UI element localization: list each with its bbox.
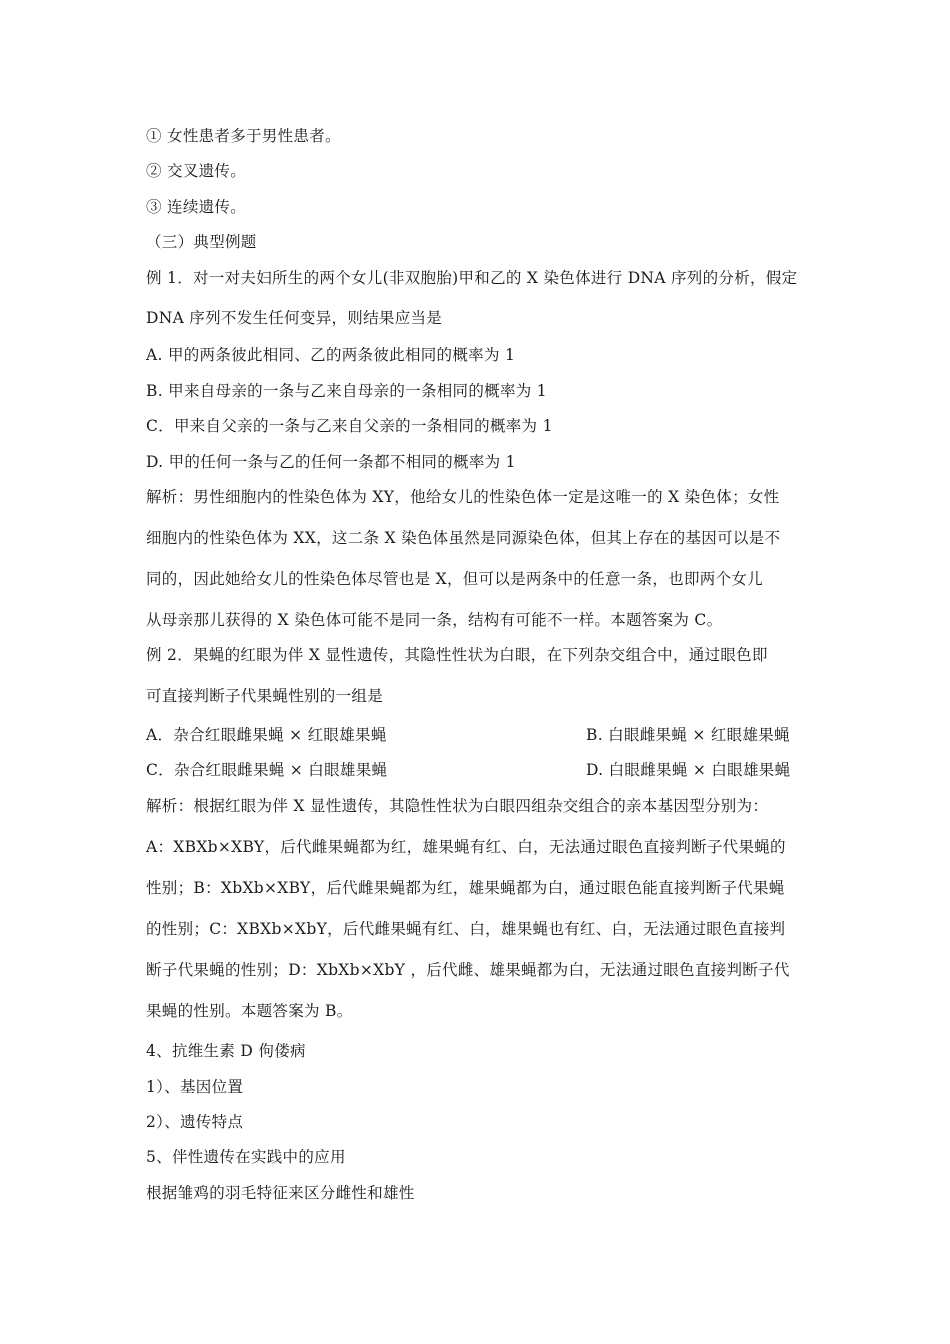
- option-b: B. 白眼雌果蝇 × 红眼雄果蝇: [586, 726, 790, 744]
- explanation-text: 解析：男性细胞内的性染色体为 XY，他给女儿的性染色体一定是这唯一的 X 染色体；女性: [146, 488, 780, 506]
- options-row: [146, 758, 791, 780]
- explanation-text: 从母亲那儿获得的 X 染色体可能不是同一条，结构有可能不一样。本题答案为 C。: [146, 611, 723, 629]
- explanation-text: 细胞内的性染色体为 XX，这二条 X 染色体虽然是同源染色体，但其上存在的基因可以是不: [146, 529, 781, 547]
- explanation-text: 断子代果蝇的性别；D：XbXb×XbY ，后代雌、雄果蝇都为白，无法通过眼色直接判断子代: [146, 961, 790, 979]
- explanation-text: A：XBXb×XBY，后代雌果蝇都为红，雄果蝇有红、白，无法通过眼色直接判断子代果蝇的: [146, 838, 786, 856]
- option-a: A. 甲的两条彼此相同、乙的两条彼此相同的概率为 1: [146, 346, 516, 364]
- explanation-text: 同的，因此她给女儿的性染色体尽管也是 X，但可以是两条中的任意一条，也即两个女儿: [146, 570, 763, 588]
- question-text: 例 2．果蝇的红眼为伴 X 显性遗传，其隐性性状为白眼，在下列杂交组合中，通过眼色即: [146, 646, 768, 664]
- option-b: B. 甲来自母亲的一条与乙来自母亲的一条相同的概率为 1: [146, 382, 547, 400]
- explanation-text: 的性别；C：XBXb×XbY，后代雌果蝇有红、白，雄果蝇也有红、白，无法通过眼色直接判: [146, 920, 786, 938]
- section-heading: 5、伴性遗传在实践中的应用: [146, 1148, 346, 1166]
- text-line: 根据雏鸡的羽毛特征来区分雌性和雄性: [146, 1184, 415, 1202]
- text-line: ③ 连续遗传。: [146, 198, 247, 216]
- option-d: D. 甲的任何一条与乙的任何一条都不相同的概率为 1: [146, 453, 516, 471]
- explanation-text: 解析：根据红眼为伴 X 显性遗传，其隐性性状为白眼四组杂交组合的亲本基因型分别为：: [146, 797, 769, 815]
- question-text: DNA 序列不发生任何变异，则结果应当是: [146, 309, 443, 327]
- subheading: 2）、遗传特点: [146, 1113, 244, 1131]
- explanation-text: 果蝇的性别。本题答案为 B。: [146, 1002, 353, 1020]
- option-c: C．杂合红眼雌果蝇 × 白眼雄果蝇: [146, 761, 388, 779]
- options-row: [146, 723, 790, 745]
- question-text: 可直接判断子代果蝇性别的一组是: [146, 687, 384, 705]
- section-heading: 4、抗维生素 D 佝偻病: [146, 1042, 306, 1060]
- option-c: C．甲来自父亲的一条与乙来自父亲的一条相同的概率为 1: [146, 417, 553, 435]
- text-line: ① 女性患者多于男性患者。: [146, 127, 341, 145]
- explanation-text: 性别；B：XbXb×XBY，后代雌果蝇都为红，雄果蝇都为白，通过眼色能直接判断子代果蝇: [146, 879, 785, 897]
- text-line: ② 交叉遗传。: [146, 162, 247, 180]
- subheading: 1）、基因位置: [146, 1078, 244, 1096]
- option-a: A．杂合红眼雌果蝇 × 红眼雄果蝇: [146, 726, 387, 744]
- question-text: 例 1．对一对夫妇所生的两个女儿(非双胞胎)甲和乙的 X 染色体进行 DNA 序列的分析，假定: [146, 269, 798, 287]
- option-d: D. 白眼雌果蝇 × 白眼雄果蝇: [586, 761, 791, 779]
- section-heading: （三）典型例题: [146, 233, 257, 251]
